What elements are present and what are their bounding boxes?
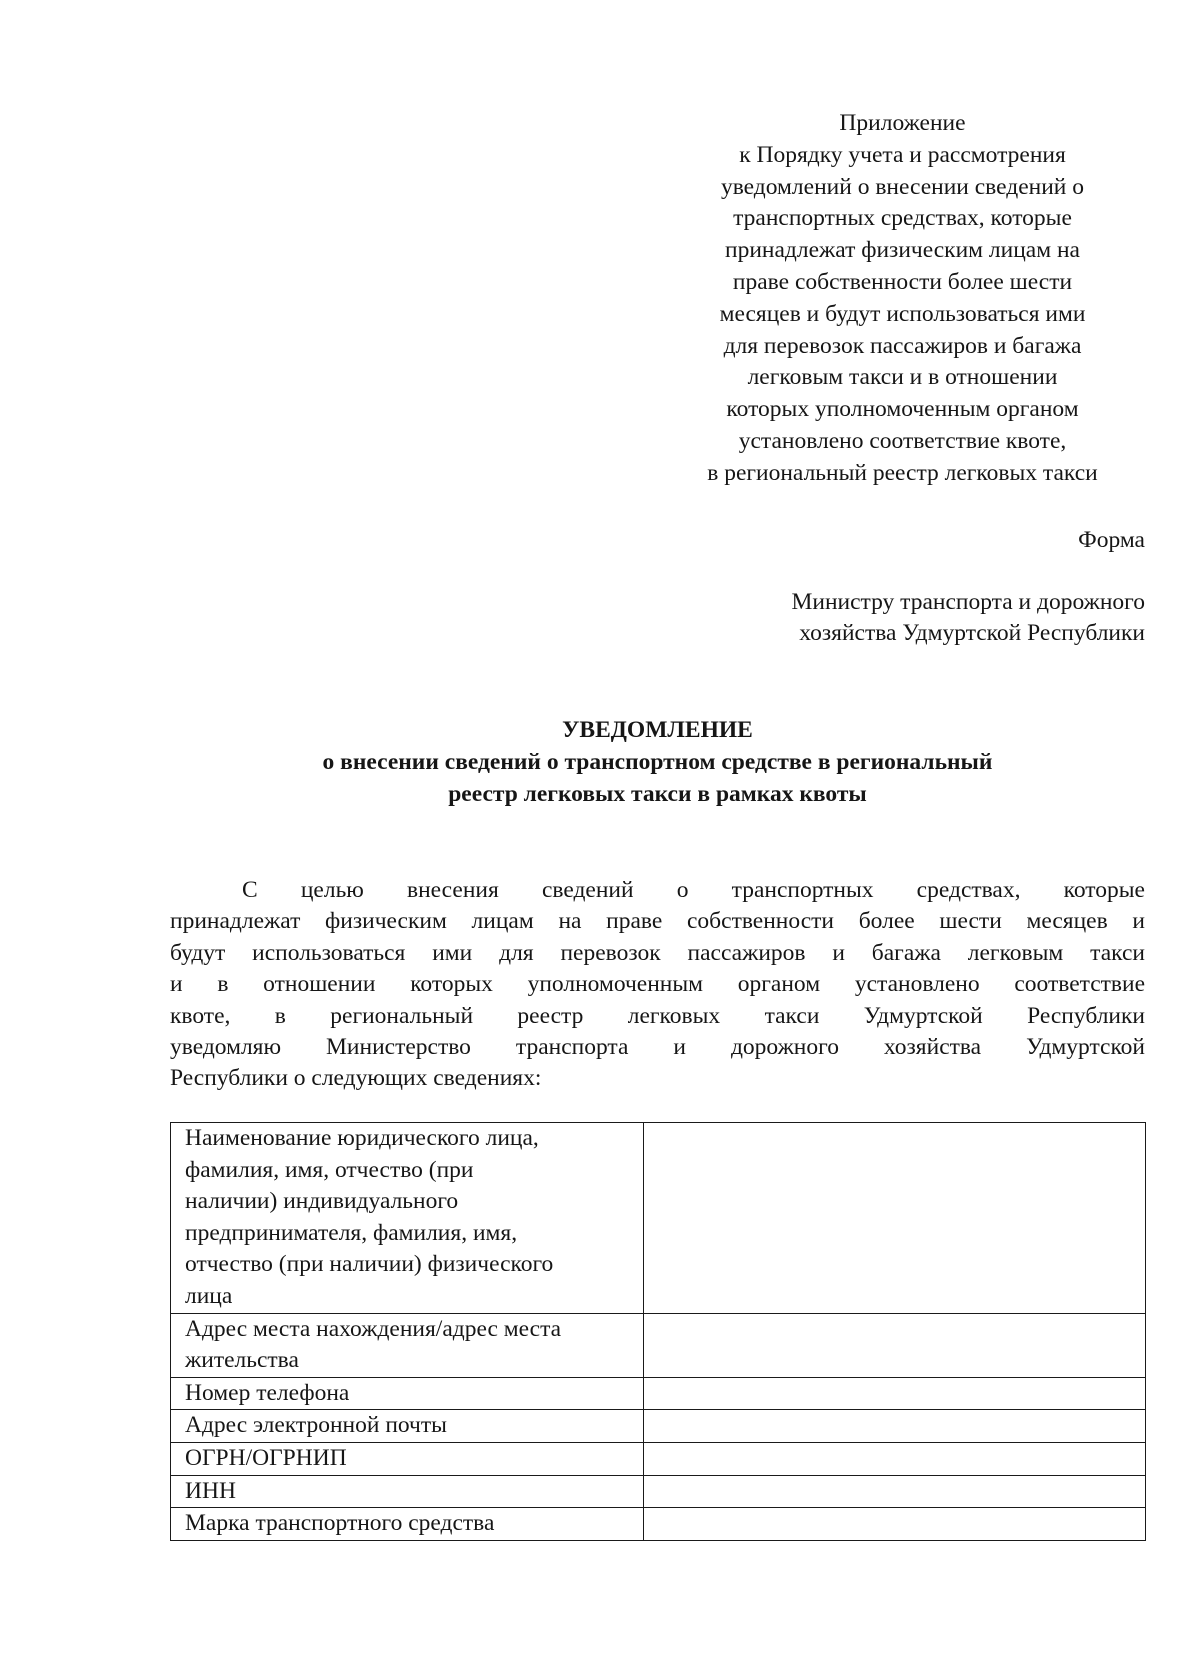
label-line: фамилия, имя, отчество (при xyxy=(185,1156,474,1183)
table-row xyxy=(171,1410,1146,1443)
phone-field[interactable] xyxy=(644,1377,1146,1410)
row-label-ogrn xyxy=(171,1442,644,1475)
intro-line: С целью внесения сведений о транспортных средствах, которые xyxy=(242,877,1145,903)
entity-name-field[interactable] xyxy=(644,1123,1146,1314)
appendix-header xyxy=(660,108,1145,490)
appendix-line: транспортных средствах, которые xyxy=(733,205,1072,232)
row-label-phone xyxy=(171,1377,644,1410)
intro-line: будут использоваться ими для перевозок пассажиров и багажа легковым такси xyxy=(170,939,1145,966)
title-line: о внесении сведений о транспортном средстве в региональный xyxy=(322,749,993,775)
inn-field[interactable] xyxy=(644,1475,1146,1508)
label-line: Номер телефона xyxy=(185,1379,350,1406)
appendix-line: уведомлений о внесении сведений о xyxy=(720,173,1085,200)
address-field[interactable] xyxy=(644,1313,1146,1377)
label-line: ОГРН/ОГРНИП xyxy=(185,1444,347,1471)
addressee-block xyxy=(792,587,1146,649)
intro-line: квоте, в региональный реестр легковых такси Удмуртской Республики xyxy=(170,1002,1145,1029)
label-line: предпринимателя, фамилия, имя, xyxy=(185,1219,518,1246)
appendix-line: праве собственности более шести xyxy=(732,268,1073,295)
row-label-email xyxy=(171,1410,644,1443)
label-line: Адрес места нахождения/адрес места xyxy=(185,1315,562,1342)
label-line: ИНН xyxy=(185,1477,236,1504)
addressee-line: Министру транспорта и дорожного xyxy=(791,589,1145,615)
appendix-line: которых уполномоченным органом xyxy=(726,396,1079,423)
appendix-line: установлено соответствие квоте, xyxy=(738,427,1067,454)
form-label: Форма xyxy=(1078,527,1145,553)
title-line: УВЕДОМЛЕНИЕ xyxy=(562,717,753,743)
row-label-vehicle-make xyxy=(171,1508,644,1541)
row-label-inn xyxy=(171,1475,644,1508)
appendix-line: месяцев и будут использоваться ими xyxy=(719,300,1086,327)
label-line: лица xyxy=(185,1282,233,1309)
ogrn-field[interactable] xyxy=(644,1442,1146,1475)
table-row xyxy=(171,1123,1146,1314)
appendix-line: Приложение xyxy=(839,110,966,136)
addressee-line: хозяйства Удмуртской Республики xyxy=(799,620,1145,646)
intro-line: уведомляю Министерство транспорта и дорожного хозяйства Удмуртской xyxy=(170,1034,1145,1061)
intro-line: принадлежат физическим лицам на праве собственности более шести месяцев и xyxy=(170,908,1145,935)
label-line: жительства xyxy=(185,1347,299,1374)
table-row xyxy=(171,1508,1146,1541)
label-line: Наименование юридического лица, xyxy=(185,1125,539,1151)
appendix-line: к Порядку учета и рассмотрения xyxy=(739,141,1066,168)
info-table xyxy=(170,1122,1146,1541)
intro-line: Республики о следующих сведениях: xyxy=(170,1065,542,1092)
vehicle-make-field[interactable] xyxy=(644,1508,1146,1541)
label-line: Марка транспортного средства xyxy=(185,1510,495,1537)
label-line: Адрес электронной почты xyxy=(185,1412,447,1439)
intro-paragraph xyxy=(170,875,1145,1095)
table-row xyxy=(171,1377,1146,1410)
appendix-line: в региональный реестр легковых такси xyxy=(707,459,1098,486)
appendix-line: для перевозок пассажиров и багажа xyxy=(723,332,1082,359)
table-row xyxy=(171,1442,1146,1475)
table-row xyxy=(171,1313,1146,1377)
table-row xyxy=(171,1475,1146,1508)
appendix-line: легковым такси и в отношении xyxy=(747,364,1058,391)
label-line: наличии) индивидуального xyxy=(185,1188,459,1215)
document-title xyxy=(170,714,1145,810)
appendix-line: принадлежат физическим лицам на xyxy=(725,237,1080,264)
intro-line: и в отношении которых уполномоченным органом установлено соответствие xyxy=(170,971,1145,998)
email-field[interactable] xyxy=(644,1410,1146,1443)
label-line: отчество (при наличии) физического xyxy=(185,1251,554,1278)
row-label-entity-name xyxy=(171,1123,644,1314)
row-label-address xyxy=(171,1313,644,1377)
title-line: реестр легковых такси в рамках квоты xyxy=(448,781,867,807)
